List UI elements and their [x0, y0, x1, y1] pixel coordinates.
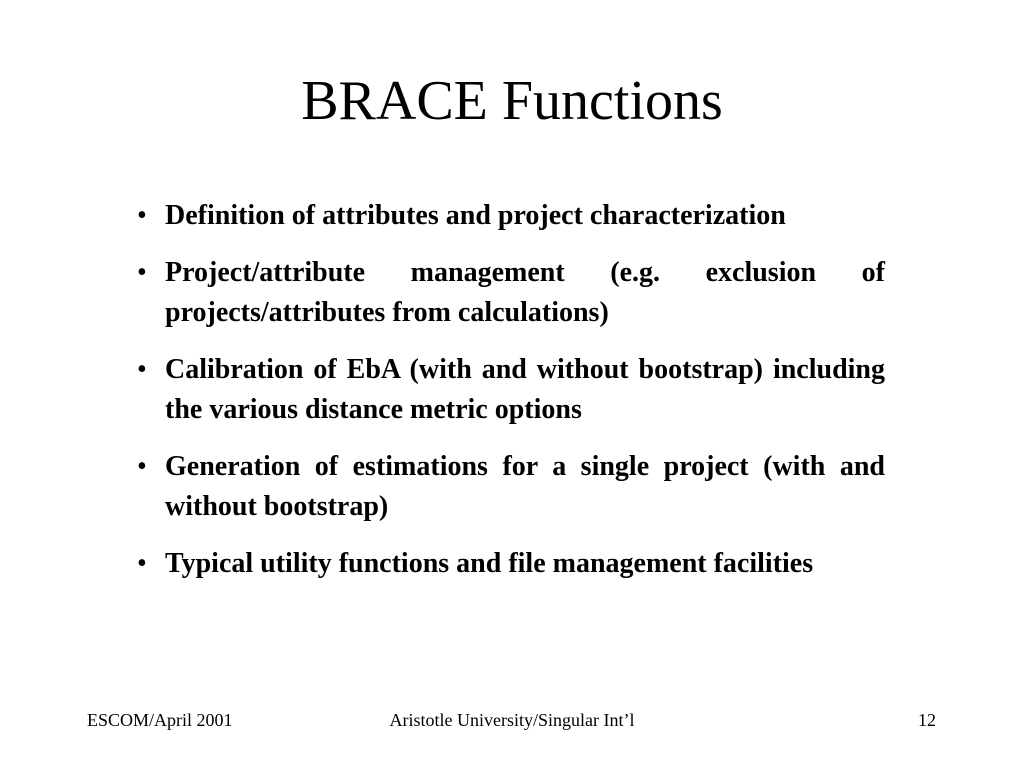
- slide-title: BRACE Functions: [301, 70, 723, 132]
- bullet-text: Typical utility functions and file management facilities: [165, 548, 814, 579]
- bullet-item: [137, 196, 885, 236]
- bullet-icon: •: [137, 257, 147, 288]
- footer-organization: Aristotle University/Singular Int’l: [389, 710, 635, 730]
- bullet-icon: •: [137, 548, 147, 579]
- bullet-icon: •: [137, 451, 147, 482]
- bullet-text: Calibration of EbA (with and without bootstrap) including the various distance metric options: [165, 354, 885, 425]
- bullet-icon: •: [137, 354, 147, 385]
- bullet-text: Definition of attributes and project characterization: [165, 200, 786, 231]
- bullet-list: [137, 196, 885, 601]
- bullet-text: Project/attribute management (e.g. exclusion of projects/attributes from calculations): [165, 257, 885, 328]
- bullet-item: [137, 253, 885, 333]
- slide-number: 12: [918, 710, 936, 730]
- bullet-icon: •: [137, 200, 147, 231]
- footer-date: ESCOM/April 2001: [87, 710, 233, 730]
- bullet-text: Generation of estimations for a single project (with and without bootstrap): [165, 451, 885, 522]
- bullet-item: [137, 544, 885, 584]
- bullet-item: [137, 350, 885, 430]
- bullet-item: [137, 447, 885, 527]
